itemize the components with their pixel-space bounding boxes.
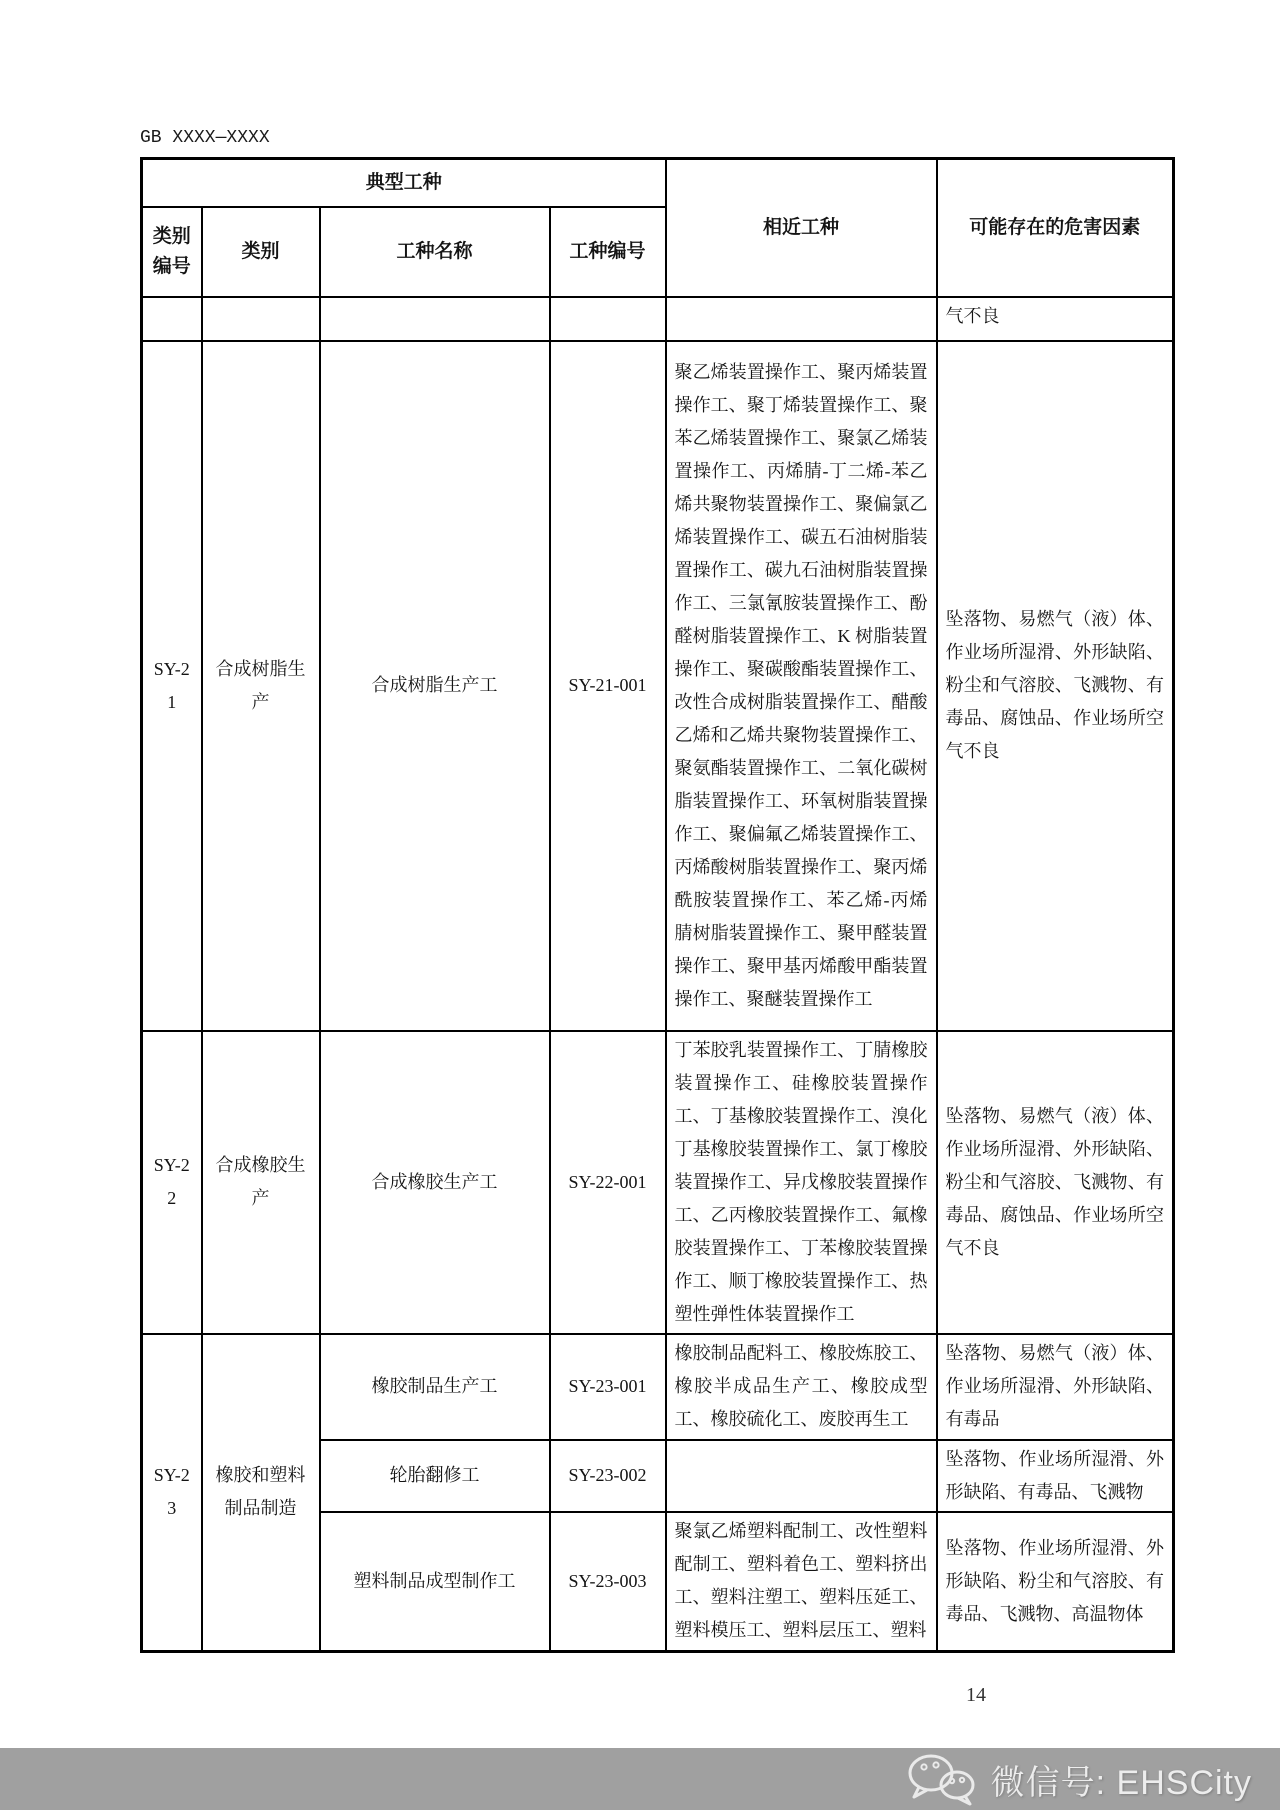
table-row-sy23-001 [142,1334,1174,1440]
continuation-row [142,297,1174,341]
cell-job-code: SY-23-002 [550,1440,666,1512]
cell-job-name-empty [320,297,550,341]
watermark-label: 微信号: EHSCity [990,1763,1252,1802]
cell-job-name: 合成树脂生产工 [320,341,550,1031]
cell-job-code: SY-22-001 [550,1031,666,1334]
header-similar-jobs: 相近工种 [666,159,937,297]
header-hazards: 可能存在的危害因素 [937,159,1174,297]
header-job-name: 工种名称 [320,207,550,297]
page-number: 14 [966,1684,986,1706]
table-row-sy22 [142,1031,1174,1334]
header-category: 类别 [202,207,320,297]
cell-category-empty [202,297,320,341]
cell-job-name: 合成橡胶生产工 [320,1031,550,1334]
cell-category-no: SY-23 [142,1334,202,1652]
job-hazard-table [140,157,1175,1653]
watermark-bar [0,1748,1280,1810]
cell-hazards-continued: 气不良 [937,297,1174,341]
header-category-no: 类别编号 [142,207,202,297]
wechat-icon [905,1752,977,1806]
header-row-1 [142,159,1174,207]
header-job-code: 工种编号 [550,207,666,297]
cell-hazards: 坠落物、作业场所湿滑、外形缺陷、有毒品、飞溅物 [937,1440,1174,1512]
cell-job-code-empty [550,297,666,341]
cell-job-code: SY-23-003 [550,1512,666,1652]
header-typical-jobs: 典型工种 [142,159,666,207]
cell-similar-empty [666,297,937,341]
cell-similar-jobs-empty [666,1440,937,1512]
cell-hazards: 坠落物、易燃气（液）体、作业场所湿滑、外形缺陷、粉尘和气溶胶、飞溅物、有毒品、腐蚀品、作业场所空气不良 [937,341,1174,1031]
cell-hazards: 坠落物、易燃气（液）体、作业场所湿滑、外形缺陷、粉尘和气溶胶、飞溅物、有毒品、腐蚀品、作业场所空气不良 [937,1031,1174,1334]
table-row-sy21 [142,341,1174,1031]
cell-category-no: SY-21 [142,341,202,1031]
cell-hazards: 坠落物、作业场所湿滑、外形缺陷、粉尘和气溶胶、有毒品、飞溅物、高温物体 [937,1512,1174,1652]
cell-job-name: 轮胎翻修工 [320,1440,550,1512]
cell-job-code: SY-23-001 [550,1334,666,1440]
cell-category-no-empty [142,297,202,341]
cell-hazards: 坠落物、易燃气（液）体、作业场所湿滑、外形缺陷、有毒品 [937,1334,1174,1440]
cell-job-code: SY-21-001 [550,341,666,1031]
cell-job-name: 橡胶制品生产工 [320,1334,550,1440]
cell-similar-jobs: 丁苯胶乳装置操作工、丁腈橡胶装置操作工、硅橡胶装置操作工、丁基橡胶装置操作工、溴化丁基橡胶装置操作工、氯丁橡胶装置操作工、异戊橡胶装置操作工、乙丙橡胶装置操作工、氟橡胶装置操作工、丁苯橡胶装置操作工、顺丁橡胶装置操作工、热塑性弹性体装置操作工 [666,1031,937,1334]
cell-similar-jobs: 聚乙烯装置操作工、聚丙烯装置操作工、聚丁烯装置操作工、聚苯乙烯装置操作工、聚氯乙烯装置操作工、丙烯腈-丁二烯-苯乙烯共聚物装置操作工、聚偏氯乙烯装置操作工、碳五石油树脂装置操作工、碳九石油树脂装置操作工、三氯氰胺装置操作工、酚醛树脂装置操作工、K 树脂装置操作工、聚碳酸酯装置操作工、改性合成树脂装置操作工、醋酸乙烯和乙烯共聚物装置操作工、聚氨酯装置操作工、二氧化碳树脂装置操作工、环氧树脂装置操作工、聚偏氟乙烯装置操作工、丙烯酸树脂装置操作工、聚丙烯酰胺装置操作工、苯乙烯-丙烯腈树脂装置操作工、聚甲醛装置操作工、聚甲基丙烯酸甲酯装置操作工、聚醚装置操作工 [666,341,937,1031]
cell-category: 合成橡胶生产 [202,1031,320,1334]
cell-category: 合成树脂生产 [202,341,320,1031]
cell-category-no: SY-22 [142,1031,202,1334]
cell-similar-jobs: 聚氯乙烯塑料配制工、改性塑料配制工、塑料着色工、塑料挤出工、塑料注塑工、塑料压延工、塑料模压工、塑料层压工、塑料 [666,1512,937,1652]
cell-category: 橡胶和塑料制品制造 [202,1334,320,1652]
cell-job-name: 塑料制品成型制作工 [320,1512,550,1652]
cell-similar-jobs: 橡胶制品配料工、橡胶炼胶工、橡胶半成品生产工、橡胶成型工、橡胶硫化工、废胶再生工 [666,1334,937,1440]
doc-code: GB XXXX—XXXX [140,128,270,148]
